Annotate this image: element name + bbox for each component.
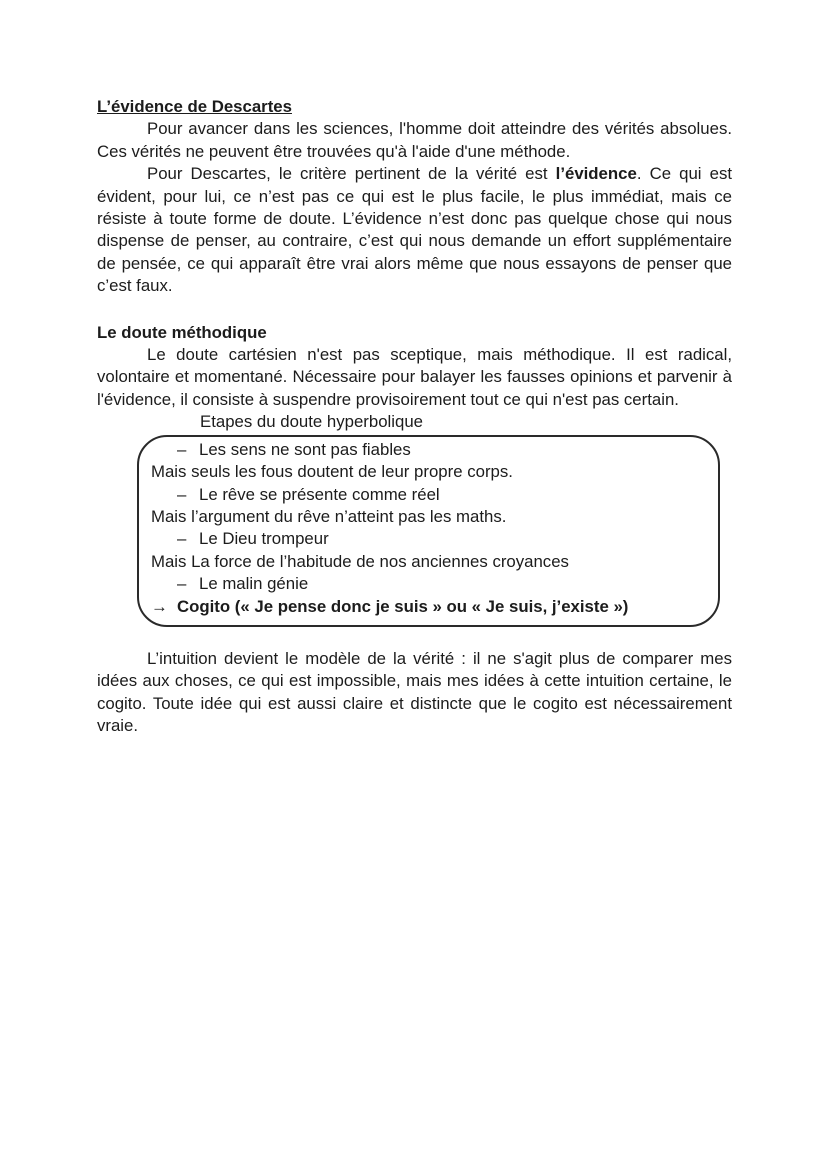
section-title-doute: Le doute méthodique xyxy=(97,322,267,342)
paragraph-evidence-2 xyxy=(97,163,732,297)
dash-marker: – xyxy=(177,439,187,459)
doubt-step-text: Le rêve se présente comme réel xyxy=(199,484,440,504)
dash-marker: – xyxy=(177,574,187,594)
section-title-evidence: L’évidence de Descartes xyxy=(97,97,292,116)
paragraph-evidence-1: Pour avancer dans les sciences, l'homme doit atteindre des vérités absolues. Ces vérités ne peuvent être trouvées qu'à l'aide d'une méthode. xyxy=(97,119,732,161)
emphasis-evidence: l’évidence xyxy=(555,164,637,184)
doubt-step-evil-genius xyxy=(151,573,706,595)
arrow-marker: → xyxy=(151,596,168,616)
paragraph-text-after: . Ce qui est évident, pour lui, ce n’est pas ce qui est le plus facile, le plus immédiat, mais ce résiste à toute forme de doute. L’évidence n’est donc pas quelque chose qui nous dispense de penser, au contraire, c’est qui nous demande un effort supplémentaire de pensée, ce qui apparaît être vrai alors même que nous essayons de penser que c’est faux. xyxy=(97,164,732,296)
doubt-step-text: Les sens ne sont pas fiables xyxy=(199,439,411,459)
doubt-step-dream xyxy=(151,484,706,506)
doubt-objection-habit: Mais La force de l’habitude de nos anciennes croyances xyxy=(151,551,569,571)
dash-marker: – xyxy=(177,484,187,504)
paragraph-intuition: L’intuition devient le modèle de la vérité : il ne s'agit plus de comparer mes idées aux choses, ce qui est impossible, mais mes idées à cette intuition certaine, le cogito. Toute idée qui est aussi claire et distincte que le cogito est nécessairement vraie. xyxy=(97,648,732,736)
dash-marker: – xyxy=(177,529,187,549)
paragraph-doute-1: Le doute cartésien n'est pas sceptique, mais méthodique. Il est radical, volontaire et momentané. Nécessaire pour balayer les fausses opinions et parvenir à l'évidence, il consiste à suspendre provisoirement tout ce qui n'est pas certain. xyxy=(97,345,732,409)
doubt-step-senses xyxy=(151,439,706,461)
doubt-objection-senses: Mais seuls les fous doutent de leur propre corps. xyxy=(151,462,513,482)
doubt-step-text: Le Dieu trompeur xyxy=(199,529,329,549)
doubt-objection-dream: Mais l’argument du rêve n’atteint pas les maths. xyxy=(151,506,507,526)
doubt-steps-box xyxy=(137,435,720,627)
steps-label: Etapes du doute hyperbolique xyxy=(200,412,423,432)
cogito-conclusion xyxy=(151,596,706,618)
cogito-conclusion-text: Cogito (« Je pense donc je suis » ou « Je suis, j’existe ») xyxy=(177,596,629,616)
paragraph-text-before: Pour Descartes, le critère pertinent de la vérité est xyxy=(147,164,556,184)
doubt-step-text: Le malin génie xyxy=(199,574,309,594)
doubt-step-deceiving-god xyxy=(151,528,706,550)
document-content xyxy=(97,96,732,738)
